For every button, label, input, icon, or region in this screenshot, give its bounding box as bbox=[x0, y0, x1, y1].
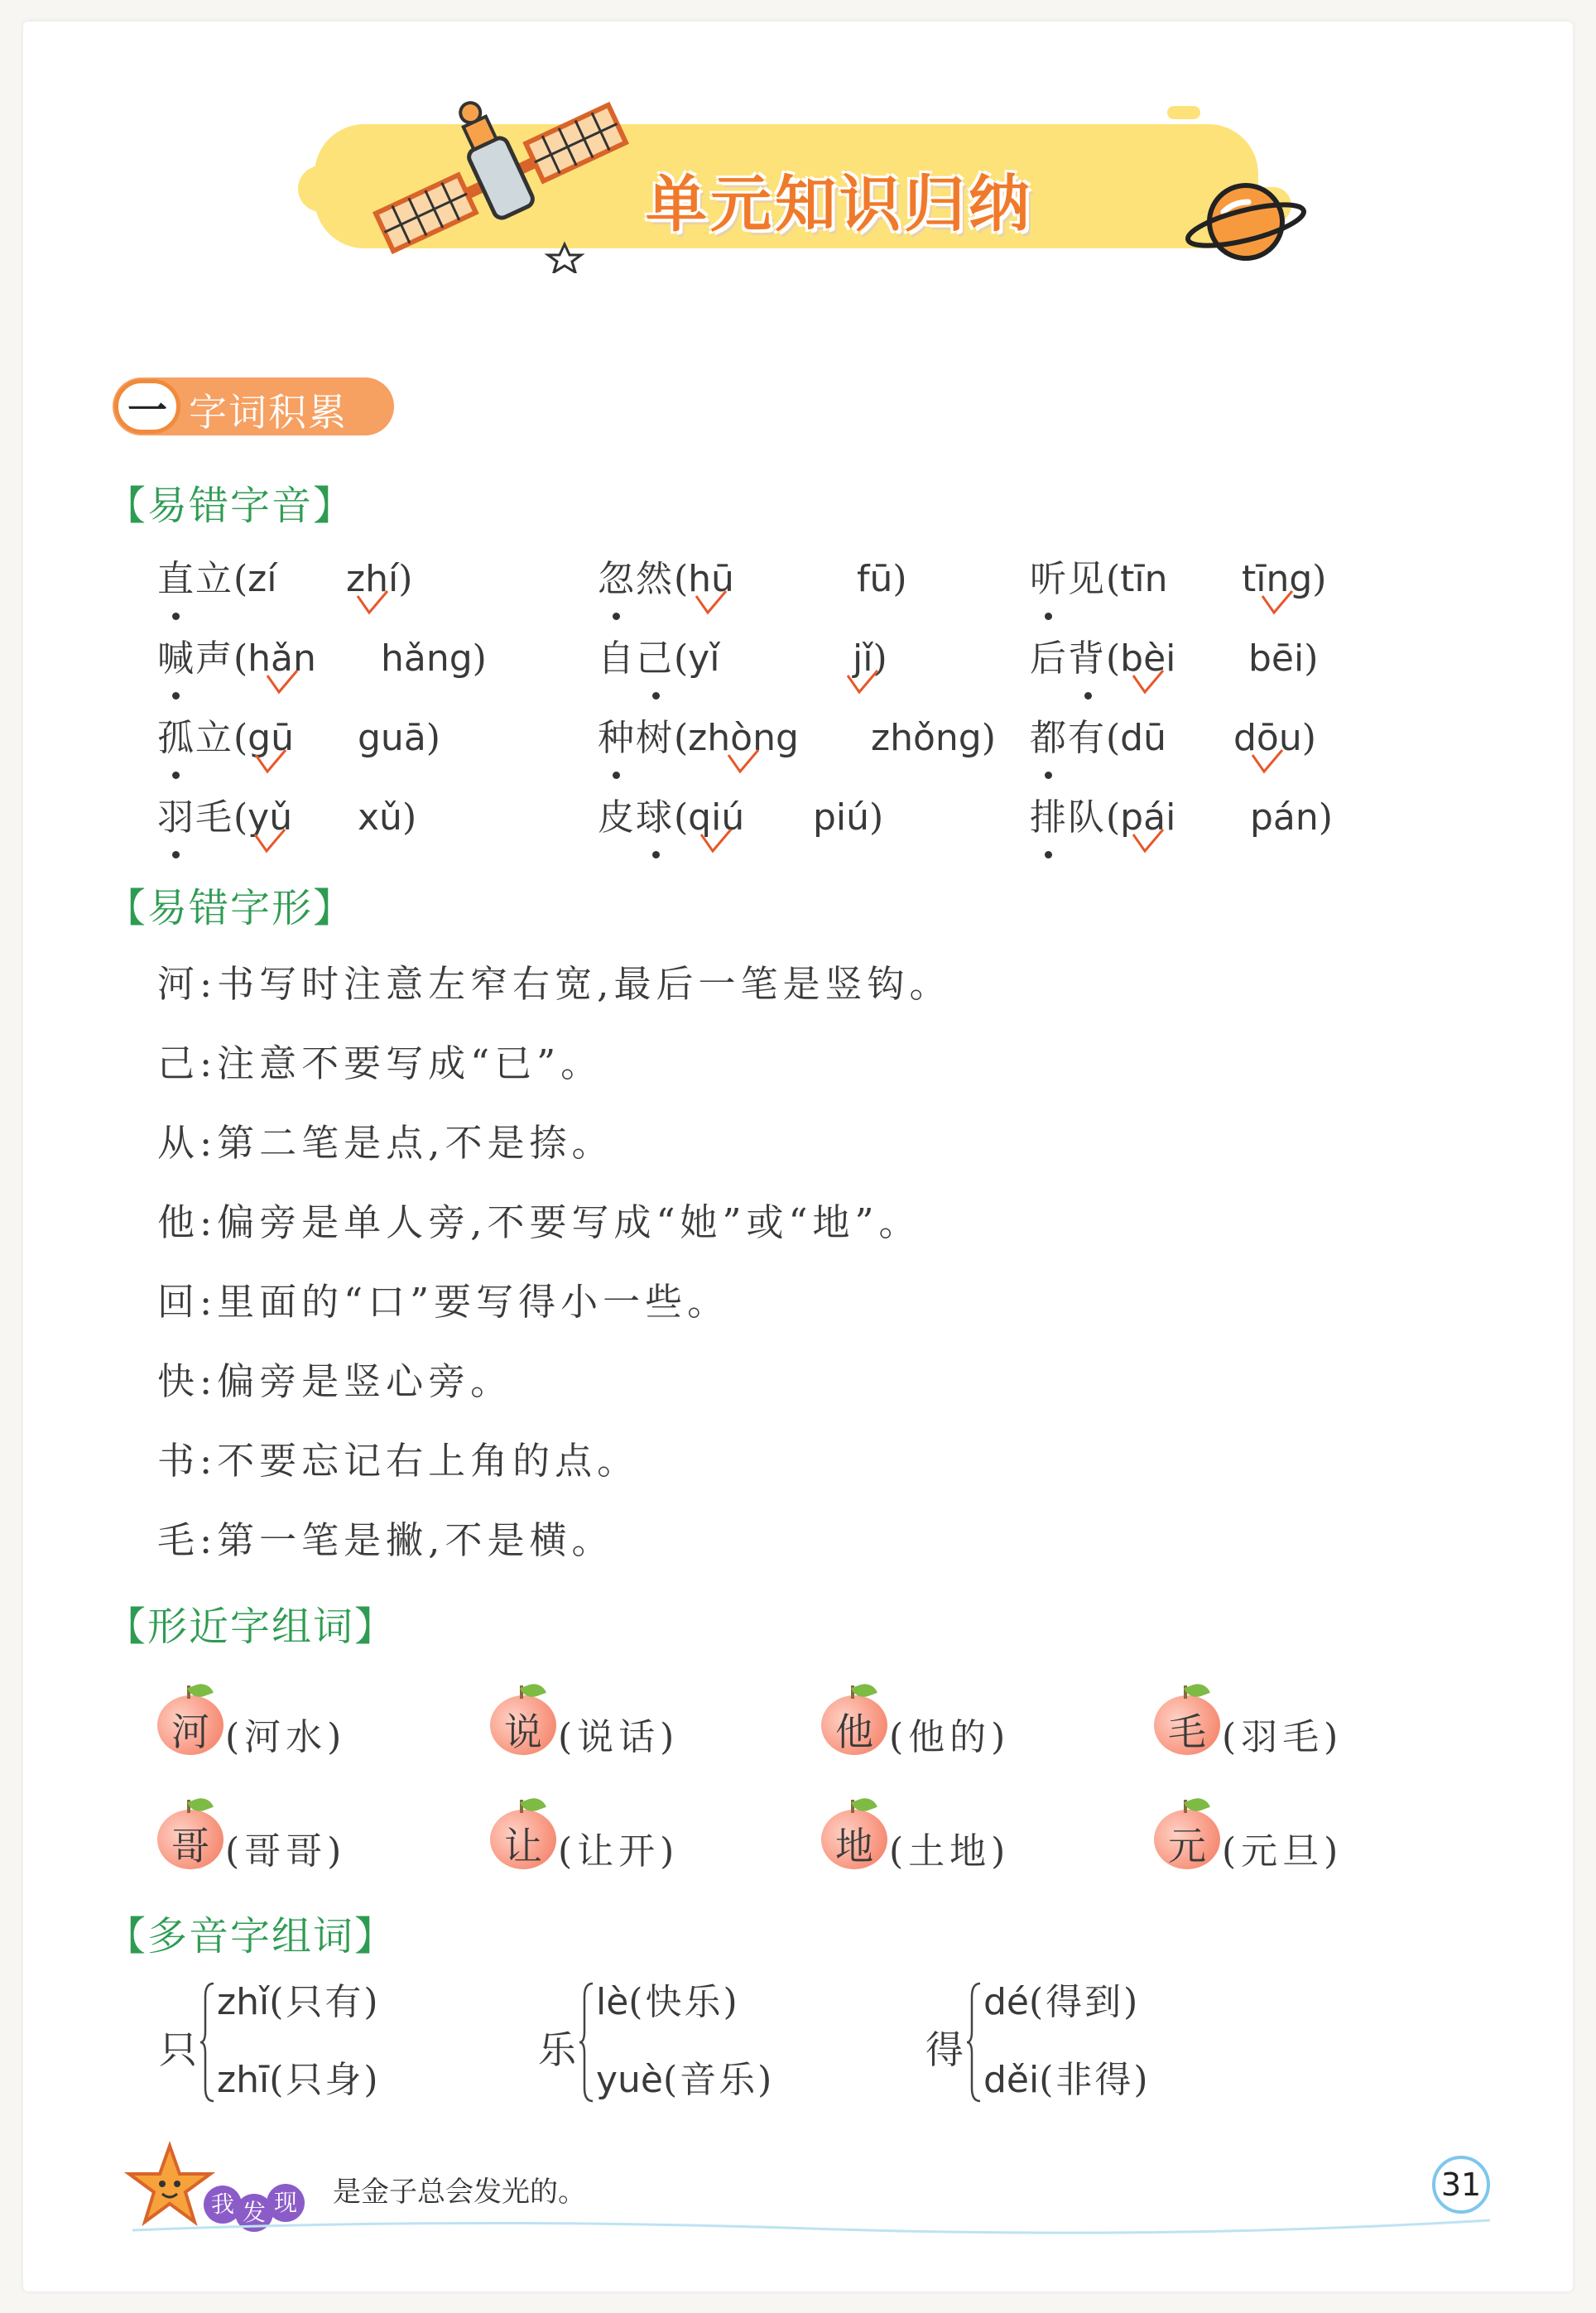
similar-word: (说话) bbox=[558, 1716, 680, 1758]
polyphonic-pinyin: zhī bbox=[217, 2059, 270, 2101]
paren: ( bbox=[674, 717, 689, 759]
pinyin-option: bēi bbox=[1248, 637, 1305, 680]
pronunciation-option-second bbox=[346, 555, 412, 604]
paren: ( bbox=[1106, 717, 1121, 759]
pronunciation-word: 皮球 bbox=[598, 796, 674, 839]
pronunciation-word: 都有 bbox=[1030, 717, 1106, 759]
pinyin-option: guā bbox=[358, 717, 426, 759]
paren: ) bbox=[1312, 558, 1327, 600]
pinyin-option: zhǒng bbox=[871, 717, 982, 759]
paren: ( bbox=[233, 717, 248, 759]
similar-char: 河 bbox=[171, 1710, 209, 1754]
apple-icon bbox=[490, 1687, 556, 1753]
polyphonic-word: (只有) bbox=[269, 1981, 381, 2023]
pinyin-option: gū bbox=[248, 714, 294, 763]
pronunciation-item bbox=[598, 714, 799, 763]
apple-icon bbox=[157, 1687, 224, 1753]
polyphonic-reading bbox=[983, 2050, 1151, 2103]
footer-badge-char: 我 bbox=[204, 2186, 242, 2224]
footer-badge-char: 现 bbox=[267, 2184, 305, 2222]
footer-quote: 是金子总会发光的。 bbox=[333, 2176, 586, 2209]
similar-word: (土地) bbox=[889, 1830, 1011, 1873]
pinyin-option: tīn bbox=[1120, 558, 1168, 600]
pinyin-option: dōu bbox=[1233, 714, 1302, 763]
emphasis-dot bbox=[172, 851, 180, 858]
planet-icon bbox=[1184, 172, 1308, 272]
paren: ( bbox=[233, 796, 248, 839]
polyphonic-word: (只身) bbox=[269, 2059, 381, 2101]
pronunciation-word: 种树 bbox=[598, 717, 674, 759]
polyphonic-pinyin: lè bbox=[596, 1981, 629, 2023]
pinyin-option: tīng bbox=[1242, 555, 1312, 604]
pronunciation-item bbox=[1030, 714, 1166, 763]
pinyin-option: zí bbox=[248, 558, 277, 600]
similar-char: 元 bbox=[1168, 1824, 1206, 1868]
section-title: 字词积累 bbox=[189, 390, 348, 435]
pronunciation-item bbox=[1030, 555, 1168, 604]
polyphonic-char: 得 bbox=[925, 2027, 964, 2072]
polyphonic-word: (快乐) bbox=[628, 1981, 740, 2023]
pronunciation-option-second bbox=[1242, 555, 1326, 604]
emphasis-dot bbox=[172, 692, 180, 700]
subheading-similar: 【形近字组词】 bbox=[106, 1604, 397, 1650]
emphasis-dot bbox=[613, 613, 620, 620]
pronunciation-option-second bbox=[871, 714, 996, 763]
pinyin-option: hǎng bbox=[381, 637, 473, 680]
polyphonic-reading bbox=[983, 1972, 1140, 2025]
polyphonic-word: (音乐) bbox=[663, 2059, 775, 2101]
pronunciation-item bbox=[598, 634, 719, 684]
pronunciation-word: 忽然 bbox=[598, 558, 674, 600]
paren: ( bbox=[1106, 558, 1121, 600]
emphasis-dot bbox=[1045, 772, 1052, 779]
emphasis-dot bbox=[172, 613, 180, 620]
pronunciation-word: 孤立 bbox=[157, 717, 233, 759]
polyphonic-word: (得到) bbox=[1029, 1981, 1141, 2023]
pronunciation-word: 直立 bbox=[157, 558, 233, 600]
paren: ) bbox=[425, 717, 440, 759]
pinyin-option: qiú bbox=[688, 793, 744, 843]
paren: ) bbox=[472, 637, 487, 680]
pronunciation-option-second bbox=[1233, 714, 1316, 763]
pronunciation-word: 听见 bbox=[1030, 558, 1106, 600]
polyphonic-pinyin: děi bbox=[983, 2059, 1040, 2101]
pronunciation-word: 排队 bbox=[1030, 796, 1106, 839]
shape-rule: 他:偏旁是单人旁,不要写成“她”或“地”。 bbox=[157, 1200, 921, 1244]
section-number: 一 bbox=[114, 379, 180, 434]
pronunciation-item bbox=[1030, 634, 1175, 684]
paren: ( bbox=[1106, 637, 1121, 680]
pinyin-option: bèi bbox=[1120, 634, 1175, 684]
pronunciation-item bbox=[157, 555, 277, 604]
emphasis-dot bbox=[1045, 613, 1052, 620]
satellite-icon bbox=[364, 83, 637, 273]
pinyin-option: zhí bbox=[346, 555, 398, 604]
paren: ( bbox=[674, 796, 689, 839]
paren: ) bbox=[892, 558, 907, 600]
paren: ( bbox=[1106, 796, 1121, 839]
brace-icon bbox=[199, 1980, 215, 2104]
pronunciation-item bbox=[598, 555, 734, 604]
subheading-polyphonic: 【多音字组词】 bbox=[106, 1913, 397, 1960]
apple-icon bbox=[157, 1801, 224, 1868]
polyphonic-pinyin: dé bbox=[983, 1981, 1029, 2023]
similar-word: (元旦) bbox=[1222, 1830, 1344, 1873]
polyphonic-reading bbox=[596, 1972, 740, 2025]
pinyin-option: yǐ bbox=[688, 637, 720, 680]
pinyin-option: jǐ bbox=[853, 634, 873, 684]
paren: ) bbox=[401, 796, 417, 839]
polyphonic-reading bbox=[217, 2050, 381, 2103]
shape-rule: 书:不要忘记右上角的点。 bbox=[157, 1439, 640, 1483]
banner-blob bbox=[1126, 147, 1225, 162]
page-number: 31 bbox=[1432, 2156, 1490, 2214]
similar-char: 说 bbox=[504, 1710, 542, 1754]
apple-icon bbox=[490, 1801, 556, 1868]
paren: ) bbox=[873, 637, 887, 680]
emphasis-dot bbox=[172, 772, 180, 779]
pronunciation-item bbox=[598, 793, 744, 843]
pronunciation-option-second bbox=[857, 555, 907, 604]
similar-word: (河水) bbox=[225, 1716, 347, 1758]
paren: ( bbox=[674, 558, 689, 600]
paren: ) bbox=[1304, 637, 1319, 680]
pronunciation-option-second bbox=[853, 634, 887, 684]
pronunciation-word: 后背 bbox=[1030, 637, 1106, 680]
apple-icon bbox=[1154, 1801, 1220, 1868]
pronunciation-word: 羽毛 bbox=[157, 796, 233, 839]
emphasis-dot bbox=[652, 851, 660, 858]
polyphonic-pinyin: yuè bbox=[596, 2059, 663, 2101]
pronunciation-item bbox=[1030, 793, 1175, 843]
pronunciation-option-second bbox=[813, 793, 883, 843]
similar-char: 他 bbox=[835, 1710, 873, 1754]
footer-wave-line bbox=[132, 2212, 1498, 2245]
apple-icon bbox=[1154, 1687, 1220, 1753]
subheading-pronunciation: 【易错字音】 bbox=[106, 483, 355, 529]
paren: ) bbox=[869, 796, 884, 839]
subheading-shape: 【易错字形】 bbox=[106, 885, 355, 931]
pronunciation-item bbox=[157, 714, 294, 763]
pinyin-option: zhòng bbox=[688, 714, 799, 763]
similar-char: 哥 bbox=[171, 1824, 209, 1868]
pinyin-option: fū bbox=[857, 558, 893, 600]
paren: ) bbox=[1301, 717, 1316, 759]
shape-rule: 己:注意不要写成“已”。 bbox=[157, 1041, 603, 1085]
pronunciation-item bbox=[157, 793, 292, 843]
pronunciation-item bbox=[157, 634, 316, 684]
similar-char: 毛 bbox=[1168, 1710, 1206, 1754]
shape-rule: 快:偏旁是竖心旁。 bbox=[157, 1359, 513, 1403]
pinyin-option: dū bbox=[1120, 717, 1166, 759]
paren: ( bbox=[233, 558, 248, 600]
polyphonic-reading bbox=[596, 2050, 774, 2103]
similar-char: 让 bbox=[504, 1824, 542, 1868]
polyphonic-char: 只 bbox=[159, 2027, 197, 2072]
paren: ) bbox=[1318, 796, 1333, 839]
emphasis-dot bbox=[1045, 851, 1052, 858]
paren: ( bbox=[674, 637, 689, 680]
shape-rule: 毛:第一笔是撇,不是横。 bbox=[157, 1518, 614, 1562]
polyphonic-word: (非得) bbox=[1039, 2059, 1151, 2101]
banner-blob bbox=[1167, 106, 1200, 119]
shape-rule: 从:第二笔是点,不是捺。 bbox=[157, 1121, 614, 1165]
polyphonic-pinyin: zhǐ bbox=[217, 1981, 270, 2023]
brace-icon bbox=[578, 1980, 594, 2104]
paren: ( bbox=[233, 637, 248, 680]
pronunciation-word: 自己 bbox=[598, 637, 674, 680]
pinyin-option: hǎn bbox=[248, 634, 316, 684]
similar-word: (哥哥) bbox=[225, 1830, 347, 1873]
pronunciation-option-second bbox=[358, 714, 440, 763]
similar-char: 地 bbox=[835, 1824, 873, 1868]
emphasis-dot bbox=[652, 692, 660, 700]
pinyin-option: pái bbox=[1120, 793, 1175, 843]
shape-rule: 河:书写时注意左窄右宽,最后一笔是竖钩。 bbox=[157, 962, 952, 1006]
paren: ) bbox=[981, 717, 996, 759]
apple-icon bbox=[821, 1687, 887, 1753]
pronunciation-option-second bbox=[1250, 793, 1333, 843]
shape-rule: 回:里面的“口”要写得小一些。 bbox=[157, 1280, 730, 1324]
pinyin-option: xǔ bbox=[358, 796, 402, 839]
similar-word: (让开) bbox=[558, 1830, 680, 1873]
apple-icon bbox=[821, 1801, 887, 1868]
pinyin-option: pán bbox=[1250, 796, 1319, 839]
pinyin-option: hū bbox=[688, 555, 734, 604]
pinyin-option: piú bbox=[813, 796, 870, 839]
pinyin-option: yǔ bbox=[248, 793, 292, 843]
brace-icon bbox=[965, 1980, 982, 2104]
emphasis-dot bbox=[1084, 692, 1092, 700]
pronunciation-word: 喊声 bbox=[157, 637, 233, 680]
pronunciation-option-second bbox=[381, 634, 487, 684]
pronunciation-option-second bbox=[1248, 634, 1318, 684]
paren: ) bbox=[398, 558, 413, 600]
pronunciation-option-second bbox=[358, 793, 416, 843]
banner-title: 单元知识归纳 bbox=[646, 169, 1033, 240]
emphasis-dot bbox=[613, 772, 620, 779]
similar-word: (他的) bbox=[889, 1716, 1011, 1758]
polyphonic-reading bbox=[217, 1972, 381, 2025]
footer-badge-char: 发 bbox=[235, 2194, 273, 2232]
polyphonic-char: 乐 bbox=[538, 2027, 576, 2072]
similar-word: (羽毛) bbox=[1222, 1716, 1344, 1758]
